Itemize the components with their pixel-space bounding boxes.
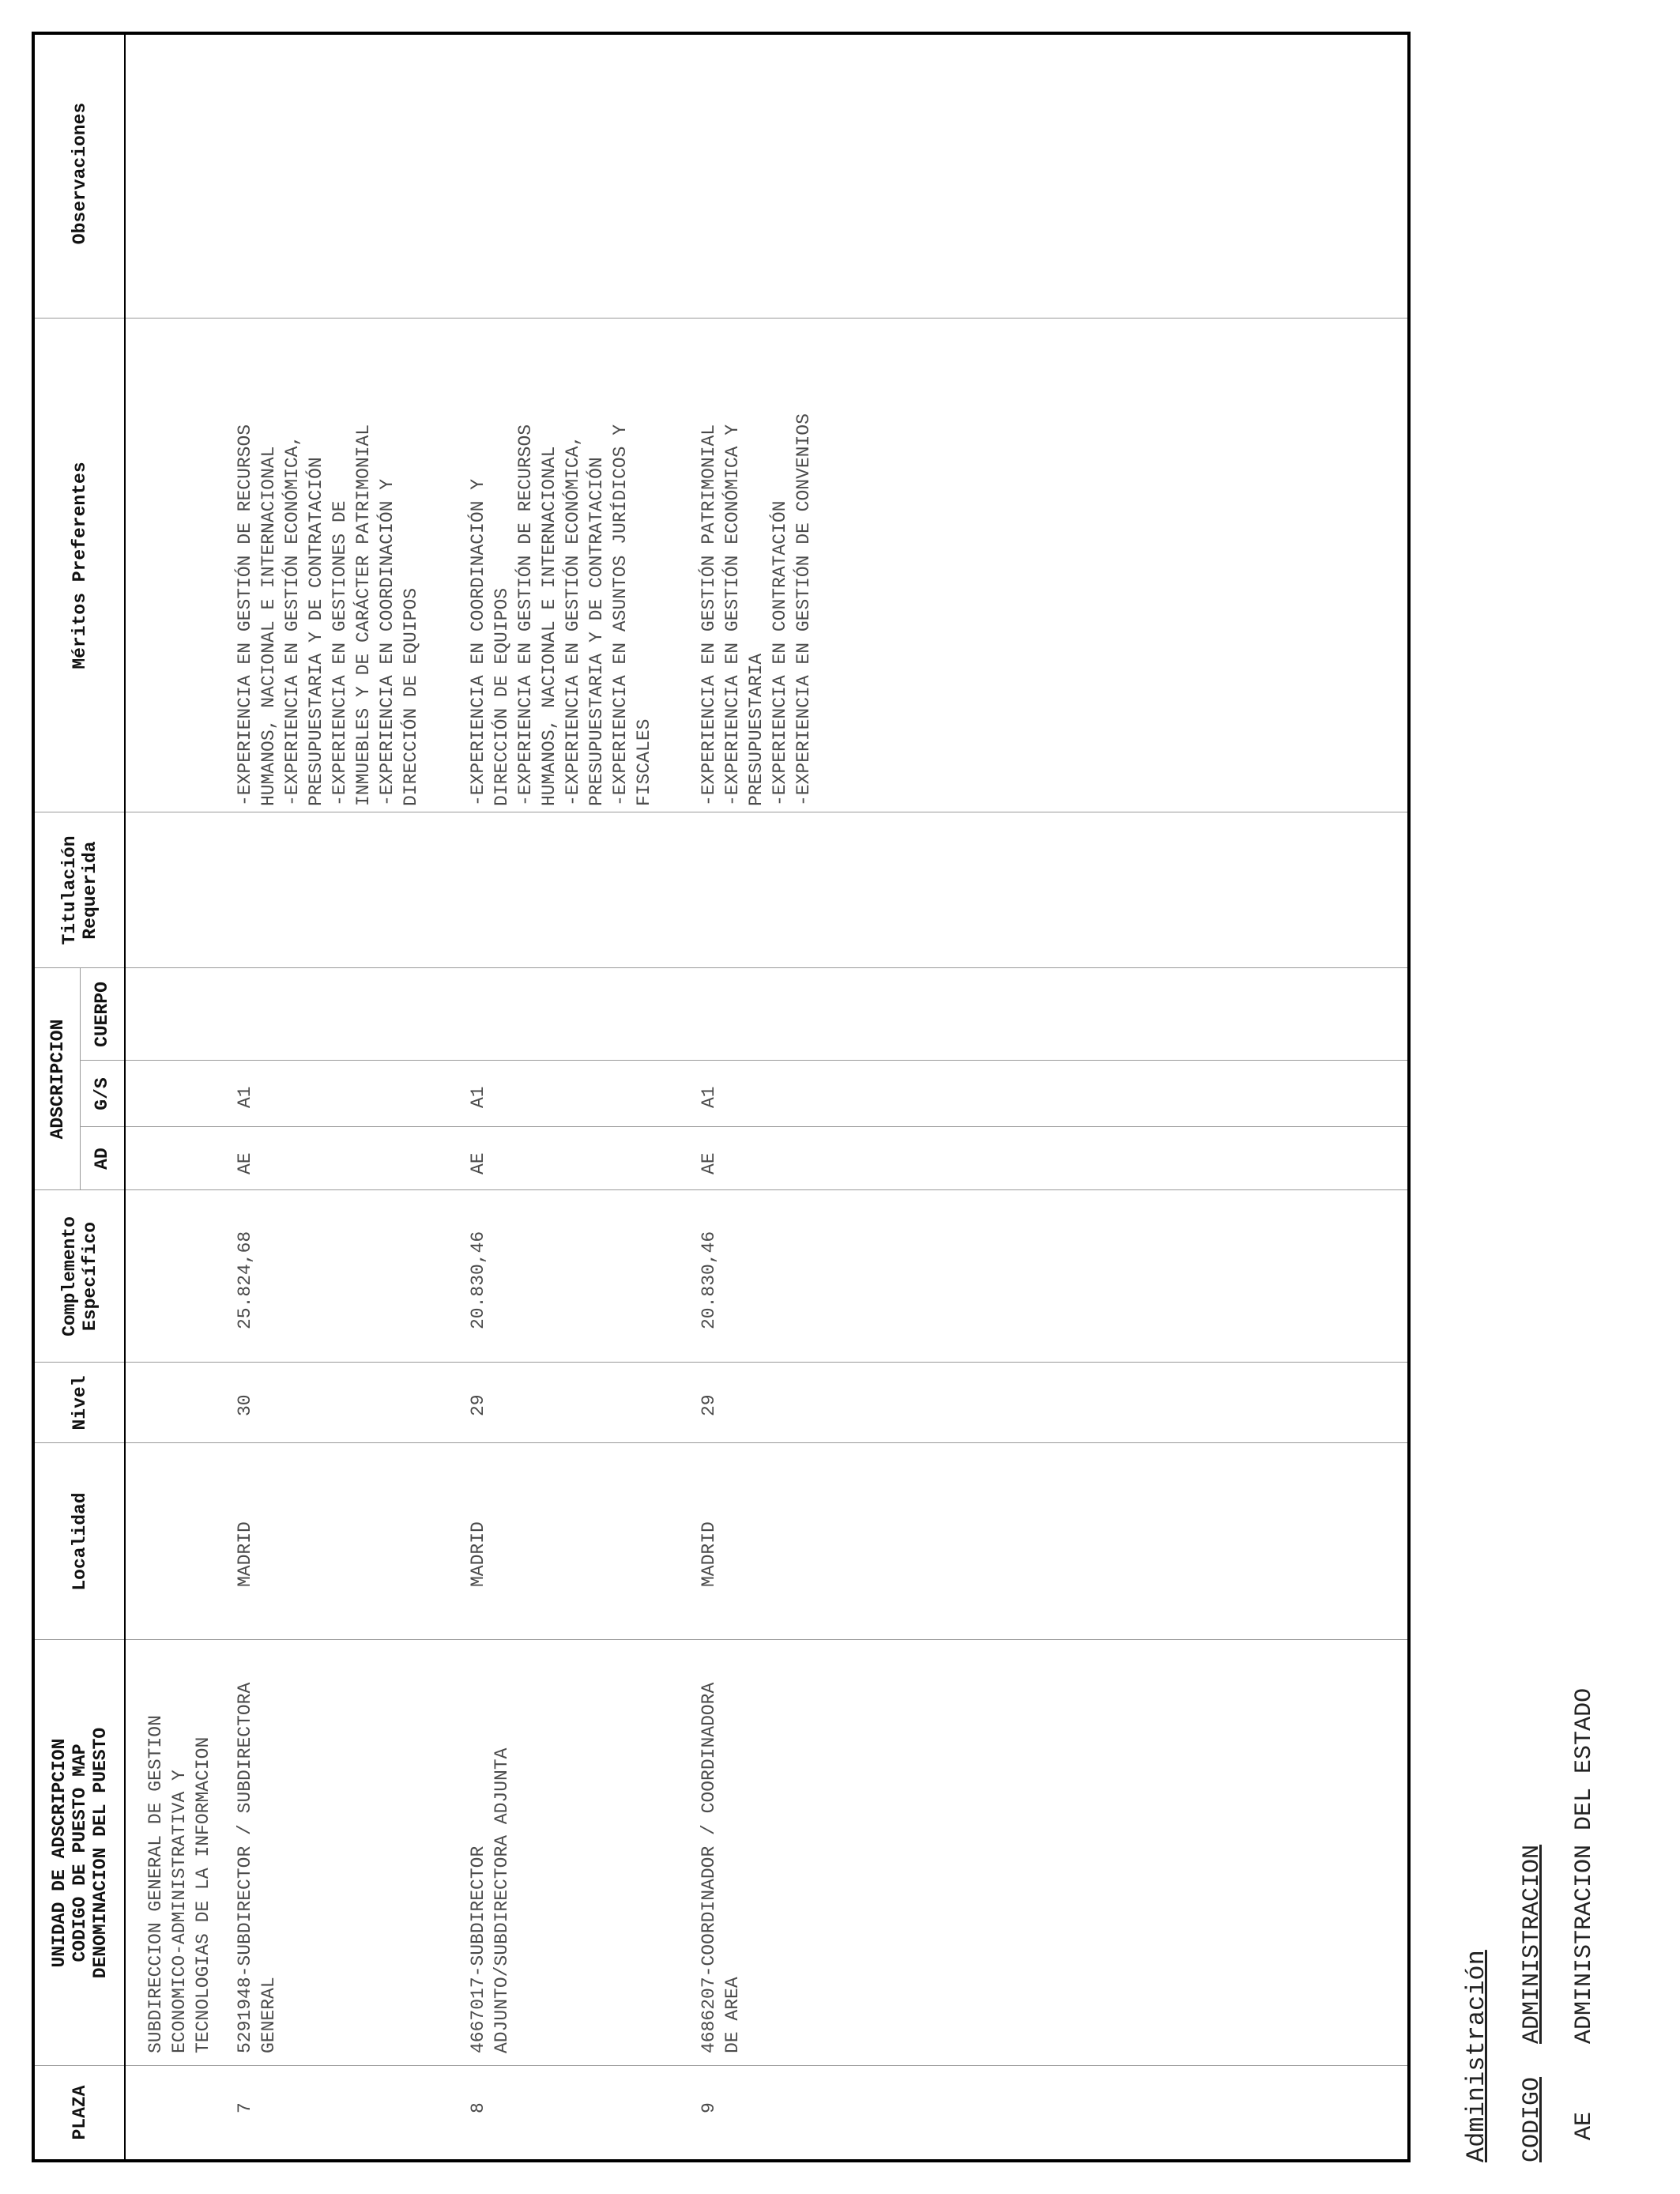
header-gs: G/S — [92, 1077, 112, 1110]
legend-item-name: ADMINISTRACION DEL ESTADO — [1571, 1687, 1598, 2044]
header-ad: AD — [92, 1148, 112, 1170]
row-9-complemento: 20.830,46 — [699, 1231, 719, 1329]
row-8-nivel: 29 — [468, 1394, 488, 1416]
legend-name-header: ADMINISTRACION — [1519, 1844, 1546, 2044]
legend-title: Administración — [1462, 1950, 1491, 2162]
row-7-plaza: 7 — [235, 2102, 255, 2113]
header-meritos: Méritos Preferentes — [69, 462, 90, 669]
header-observaciones: Observaciones — [69, 102, 90, 245]
row-9-ad: AE — [699, 1152, 719, 1174]
row-8-meritos: -EXPERIENCIA EN COORDINACIÓN Y DIRECCIÓN DE EQUIPOS -EXPERIENCIA EN GESTIÓN DE RECURSOS HUMANOS, NACIONAL E INTERNACIONAL -EXPERIENCIA EN GESTIÓN ECONÓMICA, PRESUPUESTARIA Y DE CONTRATACIÓN -EXPERIENCIA EN ASUNTOS JURÍDICOS Y FISCALES — [468, 424, 654, 806]
header-titulacion: Titulación Requerida — [58, 835, 100, 945]
administration-legend — [1462, 1214, 1652, 2162]
row-7-nivel: 30 — [235, 1394, 255, 1416]
row-9-meritos: -EXPERIENCIA EN GESTIÓN PATRIMONIAL -EXPERIENCIA EN GESTIÓN ECONÓMICA Y PRESUPUESTARIA -EXPERIENCIA EN CONTRATACIÓN -EXPERIENCIA EN GESTIÓN DE CONVENIOS — [699, 413, 814, 806]
row-7-puesto: 5291948-SUBDIRECTOR / SUBDIRECTORA GENERAL — [235, 1682, 279, 2053]
row-8-ad: AE — [468, 1152, 488, 1174]
legend-code-header: CODIGO — [1519, 2076, 1546, 2162]
header-unidad: UNIDAD DE ADSCRIPCION CODIGO DE PUESTO MAP DENOMINACION DEL PUESTO — [48, 1727, 111, 1979]
section-unit-name: SUBDIRECCION GENERAL DE GESTION ECONOMICO-ADMINISTRATIVA Y TECNOLOGIAS DE LA INFORMACION — [145, 1715, 213, 2053]
header-cuerpo: CUERPO — [92, 982, 112, 1047]
row-8-gs: A1 — [468, 1086, 488, 1108]
row-9-gs: A1 — [699, 1086, 719, 1108]
row-8-complemento: 20.830,46 — [468, 1231, 488, 1329]
row-8-plaza: 8 — [468, 2102, 488, 2113]
row-7-meritos: -EXPERIENCIA EN GESTIÓN DE RECURSOS HUMANOS, NACIONAL E INTERNACIONAL -EXPERIENCIA EN GESTIÓN ECONÓMICA, PRESUPUESTARIA Y DE CONTRATACIÓN -EXPERIENCIA EN GESTIONES DE INMUEBLES Y DE CARÁCTER PATRIMONIAL -EXPERIENCIA EN COORDINACIÓN Y DIRECCIÓN DE EQUIPOS — [235, 424, 421, 806]
row-7-ad: AE — [235, 1152, 255, 1174]
row-7-localidad: MADRID — [235, 1521, 255, 1587]
row-9-nivel: 29 — [699, 1394, 719, 1416]
header-adscripcion: ADSCRIPCION — [47, 1019, 68, 1140]
row-9-localidad: MADRID — [699, 1521, 719, 1587]
header-plaza: PLAZA — [69, 2085, 90, 2140]
row-7-gs: A1 — [235, 1086, 255, 1108]
legend-item-code: AE — [1571, 2111, 1598, 2140]
row-9-puesto: 4686207-COORDINADOR / COORDINADORA DE AREA — [699, 1682, 743, 2053]
row-9-plaza: 9 — [699, 2102, 719, 2113]
header-complemento: Complemento Específico — [58, 1216, 100, 1336]
header-nivel: Nivel — [69, 1375, 90, 1431]
header-localidad: Localidad — [69, 1492, 90, 1591]
positions-table — [32, 32, 1411, 2162]
row-8-localidad: MADRID — [468, 1521, 488, 1587]
row-8-puesto: 4667017-SUBDIRECTOR ADJUNTO/SUBDIRECTORA ADJUNTA — [468, 1747, 512, 2053]
row-7-complemento: 25.824,68 — [235, 1231, 255, 1329]
